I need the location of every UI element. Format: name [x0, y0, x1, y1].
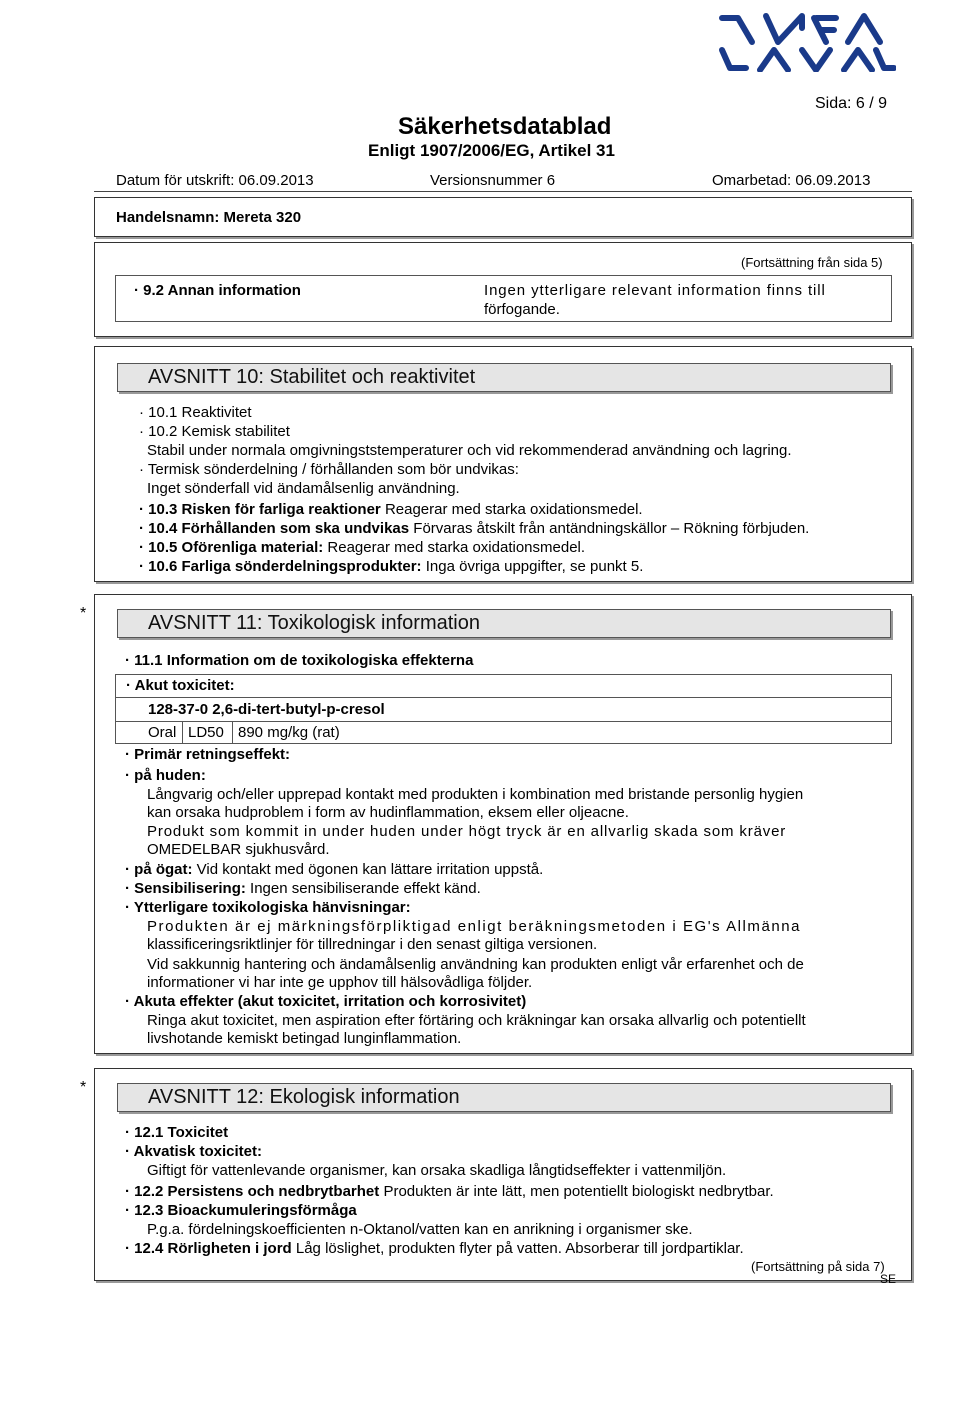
s10-10-6-label: · 10.6 Farliga sönderdelningsprodukter: — [139, 558, 422, 575]
section-12-title: AVSNITT 12: Ekologisk information — [117, 1083, 891, 1112]
s12-akvatisk: · Akvatisk toxicitet: — [125, 1143, 262, 1160]
section-11-box — [94, 594, 912, 1054]
s12-12-2 — [125, 1182, 774, 1201]
s12-12-3: · 12.3 Bioackumuleringsförmåga — [125, 1202, 357, 1219]
s11-11-1: · 11.1 Information om de toxikologiska effekterna — [125, 652, 474, 669]
header-rule — [94, 191, 912, 192]
section-11-title: AVSNITT 11: Toxikologisk information — [117, 609, 891, 638]
continued-from: (Fortsättning från sida 5) — [741, 255, 883, 270]
tox-type: LD50 — [188, 724, 224, 741]
akut-toxicitet-label: · Akut toxicitet: — [126, 677, 235, 694]
section-12-change-marker: * — [80, 1079, 87, 1096]
further-text-3: Vid sakkunnig hantering och ändamålsenlig användning kan produkten enligt vår erfarenhet och de — [147, 956, 804, 973]
s12-12-4 — [125, 1239, 744, 1258]
annan-information-value-2: förfogande. — [484, 301, 560, 318]
document-title: Säkerhetsdatablad — [398, 113, 612, 140]
header-frame — [94, 197, 912, 237]
section-9-inner — [115, 275, 892, 322]
alfa-laval-logo-icon — [716, 8, 896, 72]
page-number: Sida: 6 / 9 — [815, 95, 888, 112]
acute-text-2: livshotande kemiskt betingad lunginflammation. — [147, 1030, 462, 1047]
skin-text-3: Produkt som kommit in under huden under högt tryck är en allvarlig skada som kräver — [147, 823, 787, 840]
s10-10-4-label: · 10.4 Förhållanden som ska undvikas — [139, 520, 410, 537]
s12-12-2-label: · 12.2 Persistens och nedbrytbarhet — [125, 1183, 380, 1200]
skin-text-2: kan orsaka hudproblem i form av hudinflammation, eksem eller oljeacne. — [147, 804, 629, 821]
skin-text-1: Långvarig och/eller upprepad kontakt med produkten i kombination med bristande personlig hygien — [147, 786, 804, 803]
further-text-4: informationer vi har inte ge upphov till hälsovådliga följder. — [147, 974, 533, 991]
further-text-2: klassificeringsriktlinjer för tillredningar i den senast giltiga versionen. — [147, 936, 598, 953]
continued-on: (Fortsättning på sida 7) — [751, 1259, 885, 1274]
section-12-box — [94, 1068, 912, 1281]
s10-10-3-label: · 10.3 Risken för farliga reaktioner — [139, 501, 381, 518]
tox-table — [115, 674, 892, 744]
ytterligare-label: · Ytterligare toxikologiska hänvisningar: — [125, 899, 411, 916]
substance-name: 128-37-0 2,6-di-tert-butyl-p-cresol — [148, 701, 385, 718]
acute-text-1: Ringa akut toxicitet, men aspiration efter förtäring och kräkningar kan orsaka allvarlig och potentiellt — [147, 1012, 806, 1029]
s10-inget-sonderfall: Inget sönderfall vid ändamålsenlig användning. — [147, 480, 460, 497]
s11-sens — [125, 879, 481, 898]
s10-kemisk-stabilitet: · 10.2 Kemisk stabilitet — [139, 423, 290, 440]
annan-information-value-1: Ingen ytterligare relevant information finns till — [484, 282, 826, 299]
section-9-box — [94, 242, 912, 337]
s10-10-6-text: Inga övriga uppgifter, se punkt 5. — [425, 558, 644, 575]
tox-value: 890 mg/kg (rat) — [238, 724, 340, 741]
pa-ogat-text: Vid kontakt med ögonen kan lättare irritation uppstå. — [196, 861, 544, 878]
section-10-box — [94, 346, 912, 582]
sensibilisering-text: Ingen sensibiliserande effekt känd. — [250, 880, 481, 897]
s12-12-4-text: Låg löslighet, produkten flyter på vatten. Absorberar till jordpartiklar. — [295, 1240, 744, 1257]
tox-rule — [116, 697, 891, 698]
annan-information-label: · 9.2 Annan information — [134, 282, 301, 299]
s10-10-5-label: · 10.5 Oförenliga material: — [139, 539, 324, 556]
version-number: Versionsnummer 6 — [430, 172, 556, 189]
s10-stabil-text: Stabil under normala omgivningststemperaturer och vid rekommenderad användning och lagring. — [147, 442, 792, 459]
s12-12-1: · 12.1 Toxicitet — [125, 1124, 229, 1141]
section-10-title: AVSNITT 10: Stabilitet och reaktivitet — [117, 363, 891, 392]
s12-giftigt: Giftigt för vattenlevande organismer, kan orsaka skadliga långtidseffekter i vattenmiljön. — [147, 1162, 727, 1179]
print-date: Datum för utskrift: 06.09.2013 — [116, 172, 314, 189]
s12-12-2-text: Produkten är inte lätt, men potentiellt biologiskt nedbrytbar. — [383, 1183, 774, 1200]
s10-10-3-text: Reagerar med starka oxidationsmedel. — [384, 501, 643, 518]
s10-10-4 — [139, 519, 809, 538]
s10-10-5 — [139, 538, 585, 557]
logo — [716, 8, 896, 72]
section-11-change-marker: * — [80, 605, 87, 622]
revised-date: Omarbetad: 06.09.2013 — [712, 172, 871, 189]
s11-eye — [125, 860, 543, 879]
further-text-1: Produkten är ej märkningsförpliktigad enligt beräkningsmetoden i EG's Allmänna — [147, 918, 802, 935]
s10-10-3 — [139, 500, 643, 519]
pa-huden-label: · på huden: — [125, 767, 206, 784]
skin-text-4: OMEDELBAR sjukhusvård. — [147, 841, 330, 858]
s10-termisk: · Termisk sönderdelning / förhållanden som bör undvikas: — [139, 461, 519, 478]
s10-10-5-text: Reagerar med starka oxidationsmedel. — [327, 539, 586, 556]
s10-reaktivitet: · 10.1 Reaktivitet — [139, 404, 252, 421]
tox-sep-1 — [182, 722, 183, 744]
document-subtitle: Enligt 1907/2006/EG, Artikel 31 — [368, 141, 615, 160]
tox-sep-2 — [232, 722, 233, 744]
pa-ogat-label: · på ögat: — [125, 861, 193, 878]
s12-12-4-label: · 12.4 Rörligheten i jord — [125, 1240, 292, 1257]
s10-10-6 — [139, 557, 643, 576]
s12-pga: P.g.a. fördelningskoefficienten n-Oktanol/vatten kan en anrikning i organismer ske. — [147, 1221, 693, 1238]
tox-route: Oral — [148, 724, 177, 741]
akuta-effekter-label: · Akuta effekter (akut toxicitet, irritation och korrosivitet) — [125, 993, 527, 1010]
primar-retningseffekt: · Primär retningseffekt: — [125, 746, 291, 763]
language-code: SE — [880, 1272, 897, 1286]
tox-row — [116, 721, 891, 743]
trade-name: Handelsnamn: Mereta 320 — [116, 209, 302, 226]
sensibilisering-label: · Sensibilisering: — [125, 880, 246, 897]
s10-10-4-text: Förvaras åtskilt från antändningskällor – Rökning förbjuden. — [413, 520, 810, 537]
